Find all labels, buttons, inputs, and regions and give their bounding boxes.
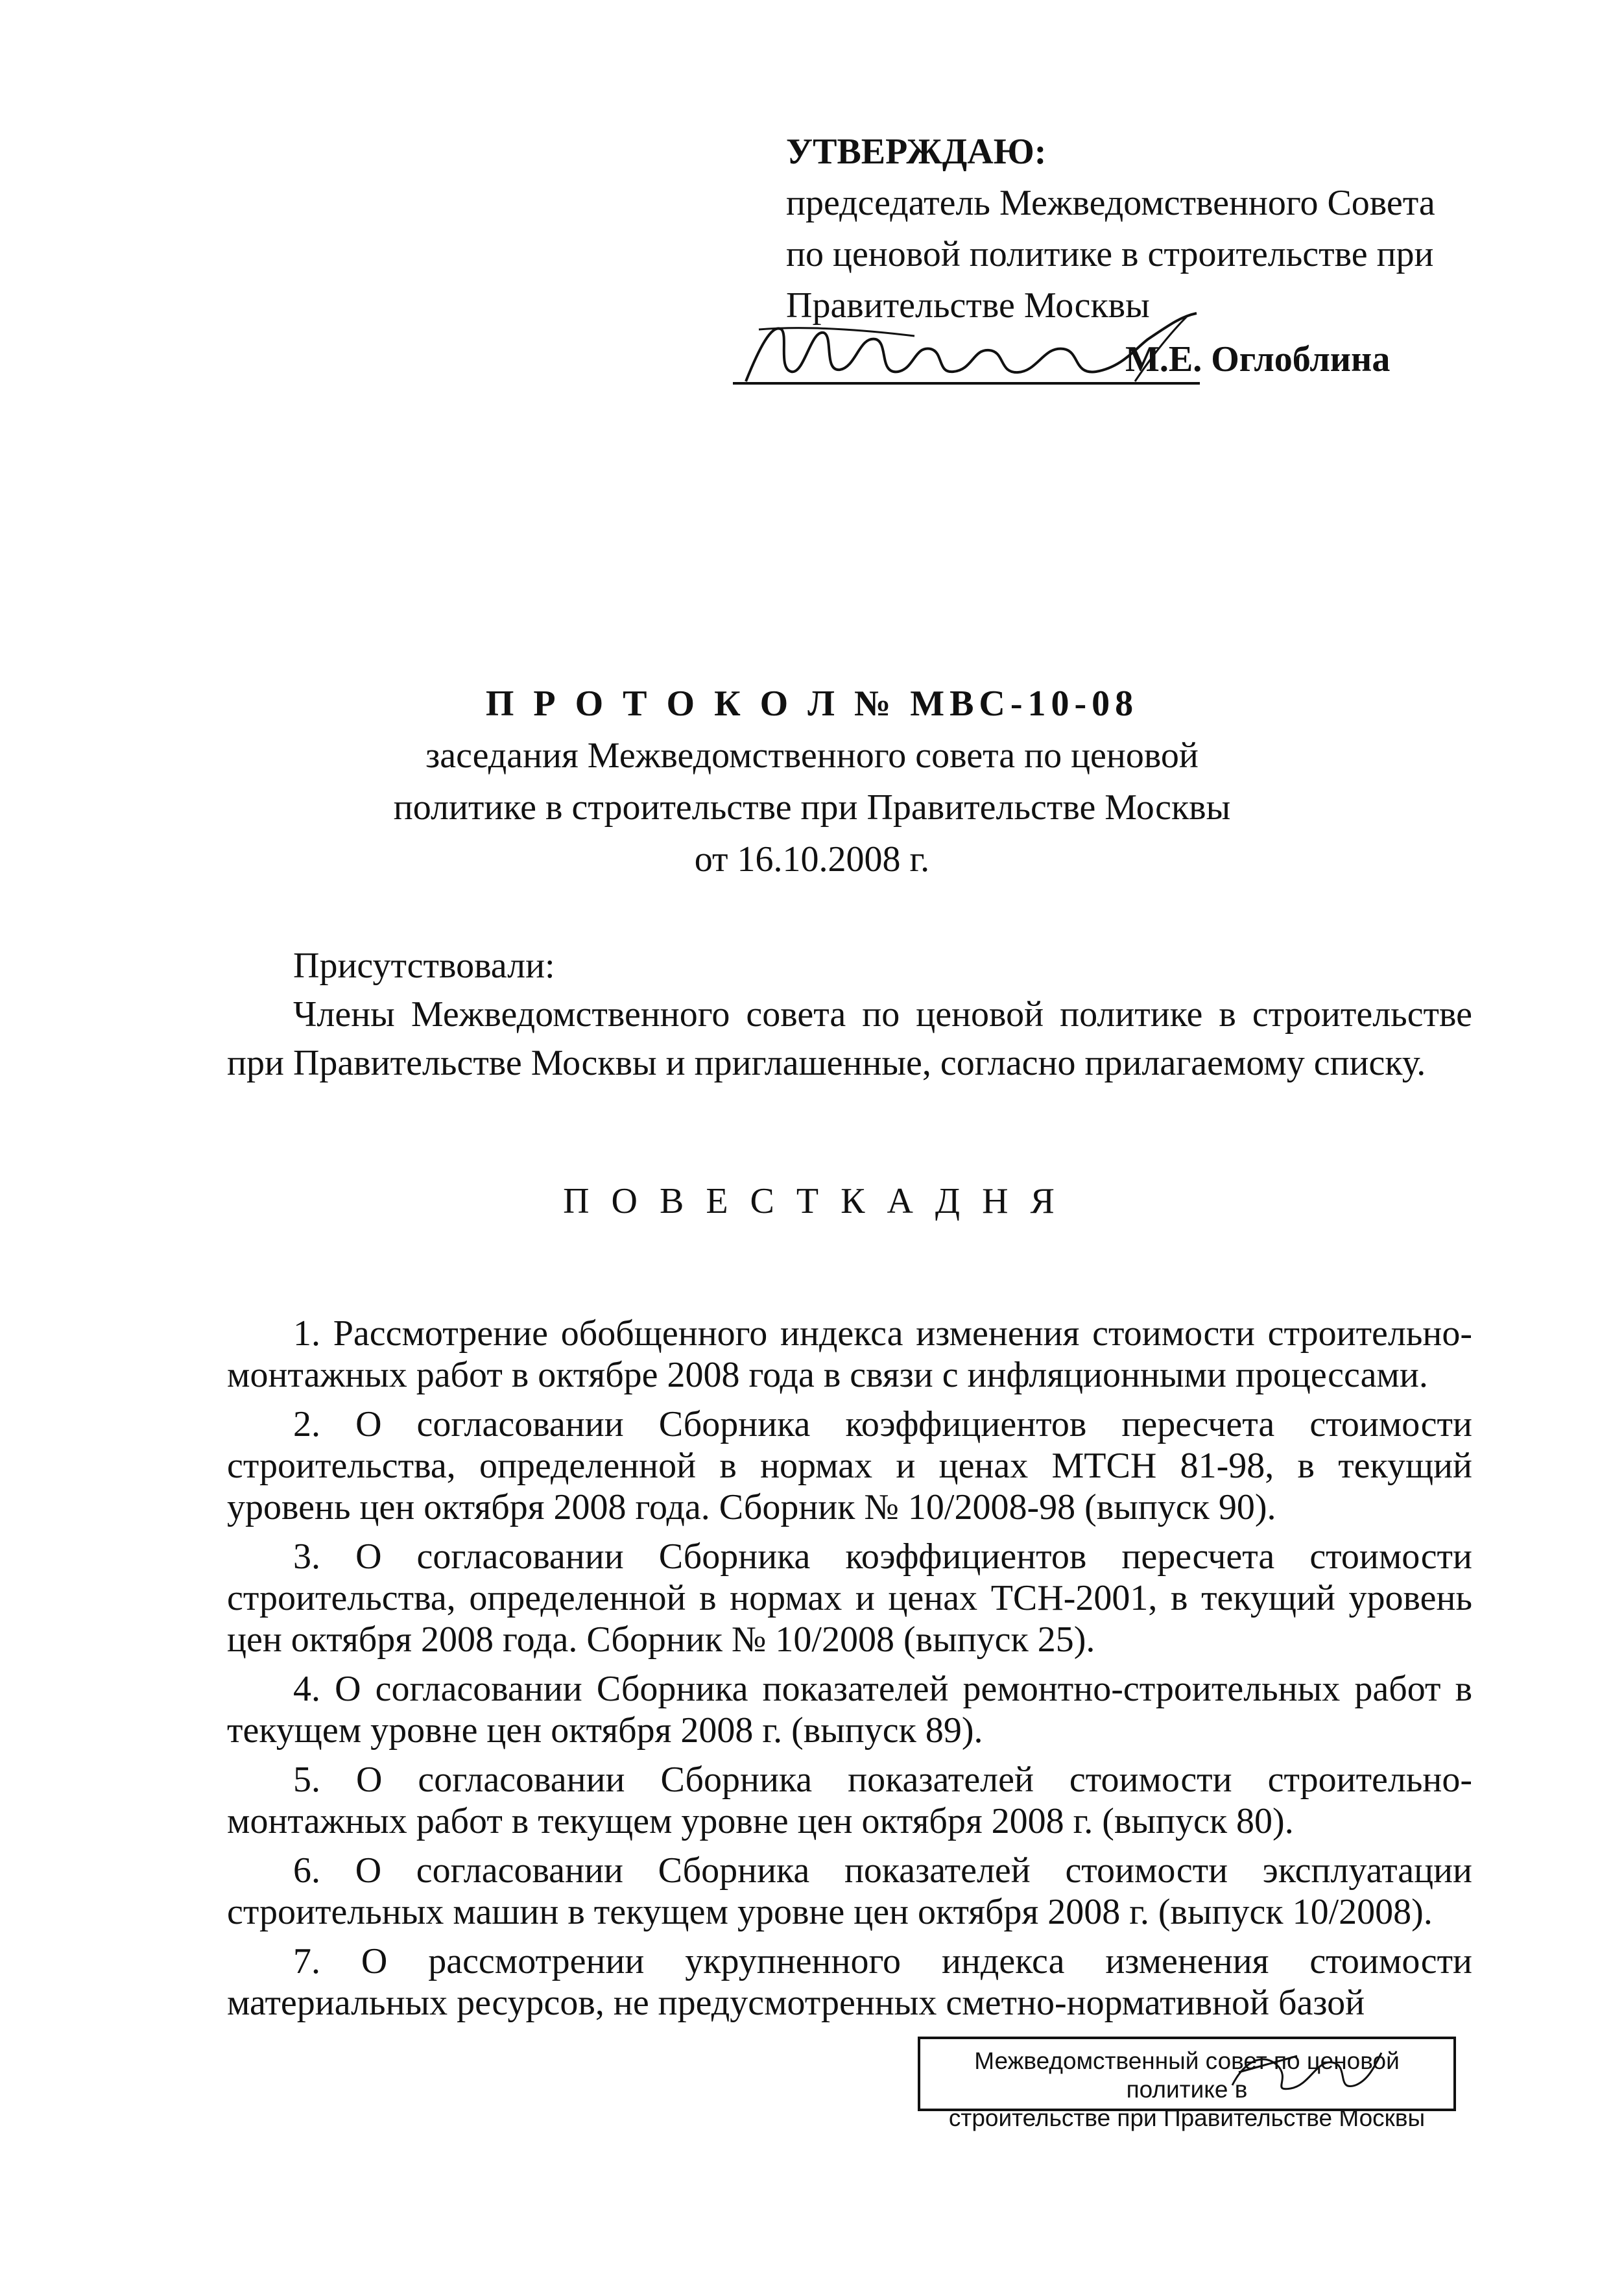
agenda-item-number: 4.: [293, 1669, 320, 1709]
attendance-text: Члены Межведомственного совета по ценовой политике в строительстве при Правительстве Москвы и приглашенные, согласно прилагаемому списку.: [227, 994, 1472, 1083]
approval-block: [786, 126, 1532, 331]
agenda-item-number: 5.: [293, 1760, 320, 1800]
agenda-item-text: Рассмотрение обобщенного индекса изменения стоимости строительно-монтажных работ в октябре 2008 года в связи с инфляционными процессами.: [227, 1313, 1473, 1395]
attendance-label: Присутствовали:: [293, 946, 555, 986]
agenda-item: [227, 1850, 1472, 1933]
agenda-item-text: О согласовании Сборника показателей ремонтно-строительных работ в текущем уровне цен октября 2008 г. (выпуск 89).: [227, 1669, 1473, 1751]
approval-line: председатель Межведомственного Совета: [786, 183, 1435, 223]
signer-name: М.Е. Оглоблина: [1125, 339, 1391, 379]
agenda-item-text: О согласовании Сборника показателей стоимости строительно-монтажных работ в текущем уровне цен октября 2008 г. (выпуск 80).: [227, 1760, 1472, 1841]
signature-line: [733, 382, 1200, 385]
approval-heading: УТВЕРЖДАЮ:: [786, 132, 1047, 172]
agenda-item-number: 6.: [293, 1850, 320, 1891]
protocol-subtitle-line: заседания Межведомственного совета по ценовой: [425, 735, 1199, 776]
stamp-initials-scribble: [1219, 2040, 1388, 2105]
agenda-item-text: О рассмотрении укрупненного индекса изменения стоимости материальных ресурсов, не предусмотренных сметно-нормативной базой: [227, 1941, 1473, 2023]
agenda-item: [227, 1759, 1472, 1842]
signature-row: [720, 310, 1498, 394]
attendance-section: [227, 942, 1472, 1088]
approval-line: по ценовой политике в строительстве при: [786, 234, 1434, 274]
agenda-item-text: О согласовании Сборника коэффициентов пересчета стоимости строительства, определенной в нормах и ценах МТСН 81-98, в текущий уровень цен октября 2008 года. Сборник № 10/2008-98 (выпуск 90).: [227, 1404, 1473, 1527]
agenda-item: [227, 1404, 1472, 1528]
protocol-subtitle-line: политике в строительстве при Правительстве Москвы: [393, 787, 1231, 828]
stamp-line: Межведомственный совет по ценовой политике в: [974, 2048, 1400, 2103]
stamp-line: строительстве при Правительстве Москвы: [948, 2105, 1426, 2131]
agenda-item-text: О согласовании Сборника показателей стоимости эксплуатации строительных машин в текущем уровне цен октября 2008 г. (выпуск 10/2008).: [227, 1850, 1473, 1932]
protocol-date: от 16.10.2008 г.: [694, 839, 930, 879]
agenda-item-number: 7.: [293, 1941, 320, 1981]
agenda-list: [227, 1313, 1472, 2031]
protocol-title: П Р О Т О К О Л № МВС-10-08: [485, 684, 1139, 724]
agenda-item: [227, 1941, 1472, 2024]
agenda-item: [227, 1313, 1472, 1396]
agenda-item: [227, 1536, 1472, 1660]
agenda-item-number: 2.: [293, 1404, 320, 1444]
agenda-title: П О В Е С Т К А Д Н Я: [563, 1181, 1061, 1221]
agenda-item: [227, 1668, 1472, 1751]
agenda-item-number: 3.: [293, 1537, 320, 1577]
agenda-item-text: О согласовании Сборника коэффициентов пересчета стоимости строительства, определенной в нормах и ценах ТСН-2001, в текущий уровень цен октября 2008 года. Сборник № 10/2008 (выпуск 25).: [227, 1537, 1473, 1660]
protocol-title-block: [0, 678, 1624, 885]
agenda-item-number: 1.: [293, 1313, 320, 1354]
approval-line: Правительстве Москвы: [786, 285, 1150, 326]
